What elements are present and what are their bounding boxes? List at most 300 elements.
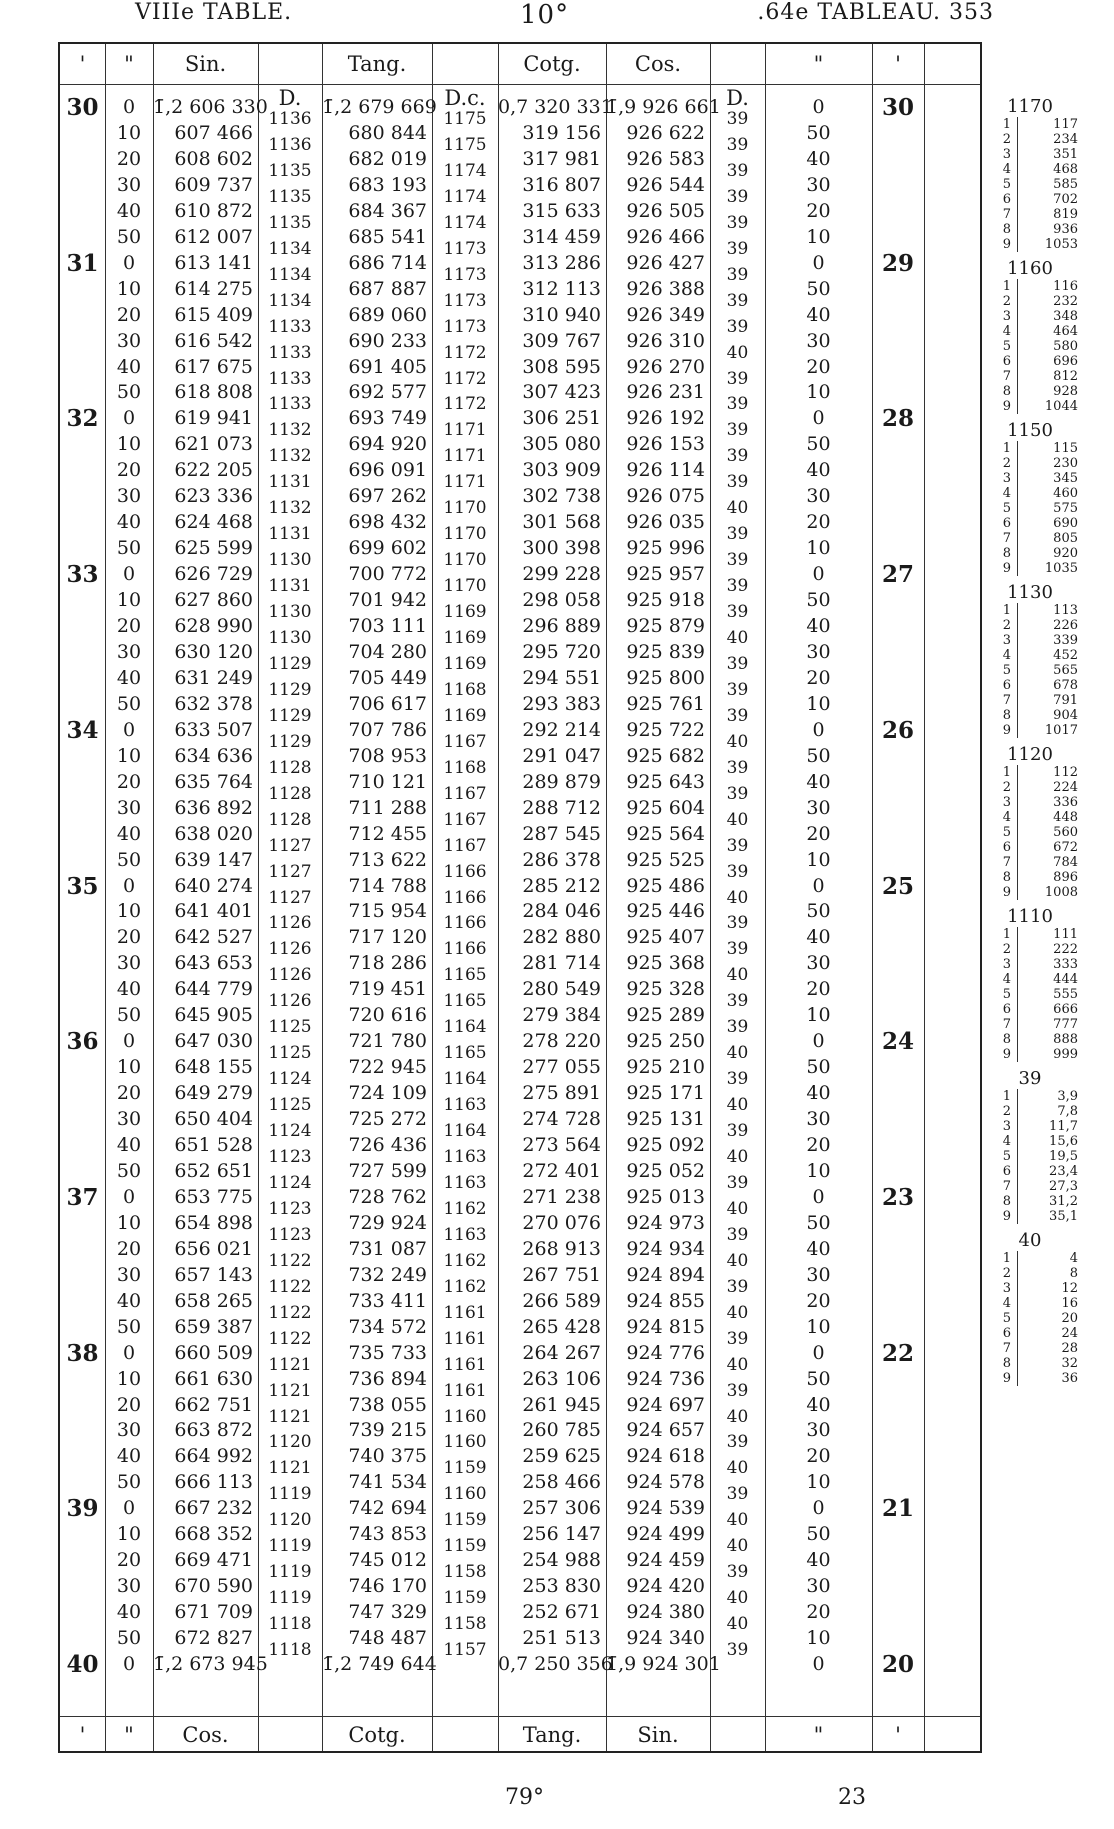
second-cell-right: 0 bbox=[812, 874, 825, 897]
table-row bbox=[60, 1082, 980, 1116]
sin-cell: 649 279 bbox=[174, 1082, 253, 1105]
page-header-right: .64e TABLEAU. 353 bbox=[757, 0, 994, 25]
minute-cell: 31 bbox=[66, 249, 99, 277]
second-cell: 20 bbox=[116, 1237, 142, 1260]
pp-value: 111 bbox=[1017, 927, 1078, 942]
cos-cell: 924 340 bbox=[626, 1627, 705, 1650]
sin-cell: 641 401 bbox=[174, 900, 253, 923]
second-cell-right: 0 bbox=[812, 718, 825, 741]
cotg-cell: 316 807 bbox=[522, 173, 601, 196]
second-cell-right: 20 bbox=[806, 355, 831, 378]
pp-row bbox=[985, 1089, 1085, 1104]
pp-value: 336 bbox=[1017, 795, 1078, 810]
pp-value: 4 bbox=[1017, 1251, 1078, 1266]
pp-multiplier: 4 bbox=[1002, 1134, 1011, 1149]
footer-page-number: 23 bbox=[838, 1785, 866, 1810]
pp-title: 1130 bbox=[1007, 582, 1053, 603]
pp-multiplier: 4 bbox=[1002, 648, 1011, 663]
minute-cell: 34 bbox=[66, 716, 99, 744]
table-row bbox=[60, 716, 980, 752]
common-diff-cell: 1169 bbox=[443, 628, 487, 648]
pp-multiplier: 5 bbox=[1002, 987, 1011, 1002]
minute-cell-right: 25 bbox=[881, 872, 914, 900]
pp-row bbox=[985, 1134, 1085, 1149]
tang-cell: 734 572 bbox=[348, 1315, 427, 1338]
common-diff-cell: 1159 bbox=[443, 1510, 487, 1531]
diff-cell-right: 40 bbox=[726, 1406, 749, 1427]
second-cell: 40 bbox=[116, 978, 142, 1001]
pp-title: 1160 bbox=[1007, 258, 1053, 279]
second-cell: 20 bbox=[116, 459, 142, 482]
table-row bbox=[60, 926, 980, 960]
tang-cell: 680 844 bbox=[348, 121, 427, 144]
diff-cell: 1119 bbox=[268, 1536, 312, 1557]
pp-multiplier: 6 bbox=[1002, 192, 1011, 207]
pp-value: 115 bbox=[1017, 441, 1078, 456]
pp-value: 27,3 bbox=[1017, 1179, 1078, 1194]
table-row bbox=[60, 1211, 980, 1245]
cos-cell: 926 622 bbox=[626, 121, 705, 144]
sin-cell: 652 651 bbox=[174, 1159, 253, 1182]
second-cell-right: 10 bbox=[806, 1627, 831, 1650]
diff-cell-right: 40 bbox=[726, 1614, 749, 1635]
pp-row bbox=[985, 765, 1085, 780]
pp-multiplier: 7 bbox=[1002, 1017, 1011, 1032]
diff-cell: 1134 bbox=[268, 264, 312, 285]
cotg-cell: 277 055 bbox=[522, 1056, 601, 1079]
second-cell-right: 40 bbox=[806, 459, 831, 482]
pp-multiplier: 2 bbox=[1002, 132, 1011, 147]
second-cell-right: 20 bbox=[806, 1289, 831, 1312]
second-cell-right: 30 bbox=[806, 329, 831, 352]
second-cell-right: 50 bbox=[806, 121, 831, 144]
diff-cell: 1126 bbox=[268, 991, 312, 1012]
tang-cell: 687 887 bbox=[348, 277, 427, 300]
cos-cell: 925 013 bbox=[626, 1185, 705, 1208]
tang-cell: 710 121 bbox=[348, 770, 427, 793]
pp-multiplier: 7 bbox=[1002, 1341, 1011, 1356]
table-row bbox=[60, 666, 980, 700]
diff-cell: 1133 bbox=[268, 342, 312, 363]
col-foot-seconds-right: " bbox=[813, 1723, 824, 1747]
diff-cell: 1131 bbox=[268, 576, 312, 597]
pp-multiplier: 9 bbox=[1002, 561, 1011, 576]
second-cell-right: 30 bbox=[806, 485, 831, 508]
pp-value: 222 bbox=[1017, 942, 1078, 957]
cos-cell: 925 407 bbox=[626, 926, 705, 949]
common-diff-cell: 1172 bbox=[443, 394, 487, 415]
diff-cell-right: 39 bbox=[726, 1484, 749, 1505]
pp-value: 936 bbox=[1017, 222, 1078, 237]
pp-multiplier: 7 bbox=[1002, 369, 1011, 384]
diff-cell: 1123 bbox=[268, 1147, 312, 1167]
cotg-cell: 253 830 bbox=[522, 1575, 601, 1598]
second-cell: 0 bbox=[122, 407, 136, 430]
second-cell-right: 50 bbox=[806, 1523, 831, 1546]
diff-cell: 1121 bbox=[268, 1354, 312, 1375]
cotg-cell: 259 625 bbox=[522, 1445, 601, 1468]
pp-multiplier: 9 bbox=[1002, 723, 1011, 738]
cos-cell: 926 075 bbox=[626, 485, 705, 508]
col-foot-seconds: " bbox=[124, 1723, 134, 1747]
common-diff-cell: 1174 bbox=[443, 212, 487, 233]
pp-multiplier: 8 bbox=[1002, 384, 1011, 399]
table-row bbox=[60, 1056, 980, 1090]
cos-cell: 925 446 bbox=[626, 900, 705, 923]
second-cell: 0 bbox=[122, 1030, 136, 1053]
pp-multiplier: 3 bbox=[1002, 471, 1011, 486]
sin-cell: 615 409 bbox=[174, 303, 253, 326]
diff-cell-right: 39 bbox=[726, 1640, 749, 1661]
tang-cell: 727 599 bbox=[348, 1159, 427, 1182]
pp-multiplier: 4 bbox=[1002, 972, 1011, 987]
pp-value: 999 bbox=[1017, 1047, 1078, 1062]
diff-cell-right: 40 bbox=[726, 1302, 749, 1323]
cos-cell: 925 722 bbox=[626, 718, 705, 741]
pp-value: 333 bbox=[1017, 957, 1078, 972]
diff-cell: 1135 bbox=[268, 160, 312, 181]
minute-cell-right: 21 bbox=[881, 1495, 914, 1523]
pp-multiplier: 8 bbox=[1002, 708, 1011, 723]
second-cell-right: 10 bbox=[806, 1159, 831, 1182]
diff-cell: 1133 bbox=[268, 316, 312, 337]
cotg-cell: 256 147 bbox=[522, 1523, 601, 1546]
pp-row bbox=[985, 840, 1085, 855]
table-row bbox=[60, 433, 980, 467]
pp-row bbox=[985, 618, 1085, 633]
diff-cell: 1125 bbox=[268, 1095, 312, 1116]
second-cell: 50 bbox=[116, 1315, 142, 1338]
diff-cell: 1123 bbox=[268, 1198, 312, 1219]
table-row bbox=[60, 1028, 980, 1064]
second-cell-right: 30 bbox=[806, 640, 831, 663]
pp-table bbox=[985, 96, 1105, 252]
diff-cell: 1121 bbox=[268, 1380, 312, 1401]
tang-cell: 697 262 bbox=[348, 485, 427, 508]
tang-cell: 733 411 bbox=[348, 1289, 427, 1312]
diff-cell: 1131 bbox=[268, 524, 312, 545]
cos-cell: 925 761 bbox=[626, 692, 705, 715]
diff-cell-right: 39 bbox=[726, 1069, 749, 1090]
proportional-parts bbox=[985, 96, 1105, 1392]
second-cell-right: 50 bbox=[806, 1211, 831, 1234]
common-diff-cell: 1160 bbox=[443, 1432, 487, 1453]
common-diff-cell: 1166 bbox=[443, 887, 487, 908]
cos-cell: 926 035 bbox=[626, 511, 705, 534]
cotg-cell: 289 879 bbox=[522, 770, 601, 793]
sin-cell: 661 630 bbox=[174, 1367, 253, 1390]
pp-row bbox=[985, 942, 1085, 957]
minute-cell: 33 bbox=[66, 561, 99, 589]
pp-row bbox=[985, 162, 1085, 177]
second-cell: 40 bbox=[116, 1134, 142, 1156]
diff-cell-right: 40 bbox=[726, 731, 749, 752]
second-cell: 10 bbox=[116, 900, 142, 923]
cos-cell: 925 643 bbox=[626, 770, 705, 793]
minute-cell: 40 bbox=[66, 1651, 99, 1678]
common-diff-cell: 1173 bbox=[443, 238, 487, 259]
pp-table bbox=[985, 906, 1105, 1062]
pp-multiplier: 5 bbox=[1002, 1149, 1011, 1164]
cos-cell: 926 310 bbox=[626, 329, 705, 352]
common-diff-cell: 1167 bbox=[443, 731, 487, 752]
second-cell: 10 bbox=[116, 121, 142, 144]
second-cell: 20 bbox=[116, 770, 142, 793]
diff-cell-right: 40 bbox=[726, 809, 749, 830]
pp-title: 1170 bbox=[1007, 96, 1053, 117]
tang-cell: 743 853 bbox=[348, 1523, 427, 1546]
second-cell: 0 bbox=[122, 1653, 136, 1675]
pp-table bbox=[985, 258, 1105, 414]
second-cell: 30 bbox=[116, 1575, 142, 1598]
sin-cell: 610 872 bbox=[174, 199, 253, 222]
diff-cell-right: 39 bbox=[726, 394, 749, 415]
pp-value: 888 bbox=[1017, 1032, 1078, 1047]
diff-cell: 1122 bbox=[268, 1276, 312, 1297]
pp-row bbox=[985, 1179, 1085, 1194]
pp-multiplier: 7 bbox=[1002, 531, 1011, 546]
second-cell-right: 50 bbox=[806, 277, 831, 300]
diff-cell: 1132 bbox=[268, 420, 312, 441]
second-cell: 30 bbox=[116, 1108, 142, 1131]
pp-value: 555 bbox=[1017, 987, 1078, 1002]
cos-cell: 924 736 bbox=[626, 1367, 705, 1390]
sin-cell: 613 141 bbox=[174, 251, 253, 274]
cos-cell: 1̄,9 924 301 bbox=[606, 1653, 721, 1675]
sin-cell: 658 265 bbox=[174, 1289, 253, 1312]
table-row bbox=[60, 173, 980, 207]
second-cell-right: 10 bbox=[806, 225, 831, 248]
pp-multiplier: 9 bbox=[1002, 1047, 1011, 1062]
pp-row bbox=[985, 354, 1085, 369]
second-cell-right: 40 bbox=[806, 770, 831, 793]
diff-cell: 1133 bbox=[268, 394, 312, 415]
cos-cell: 925 839 bbox=[626, 640, 705, 663]
tang-cell: 683 193 bbox=[348, 173, 427, 196]
pp-value: 36 bbox=[1017, 1371, 1078, 1386]
pp-row bbox=[985, 177, 1085, 192]
pp-value: 16 bbox=[1017, 1296, 1078, 1311]
pp-row bbox=[985, 1119, 1085, 1134]
tang-cell: 712 455 bbox=[348, 822, 427, 845]
pp-row bbox=[985, 1194, 1085, 1209]
table-row bbox=[60, 1575, 980, 1609]
second-cell: 30 bbox=[116, 952, 142, 975]
common-diff-cell: 1172 bbox=[443, 342, 487, 363]
diff-cell-right: 39 bbox=[726, 1562, 749, 1583]
diff-cell: 1132 bbox=[268, 498, 312, 519]
pp-value: 1053 bbox=[1017, 237, 1078, 252]
pp-row bbox=[985, 1002, 1085, 1017]
table-row bbox=[60, 692, 980, 726]
pp-row bbox=[985, 1266, 1085, 1281]
second-cell: 40 bbox=[116, 511, 142, 534]
second-cell: 40 bbox=[116, 1601, 142, 1624]
table-row bbox=[60, 1108, 980, 1142]
pp-value: 565 bbox=[1017, 663, 1078, 678]
cos-cell: 926 153 bbox=[626, 433, 705, 456]
pp-row bbox=[985, 501, 1085, 516]
pp-multiplier: 6 bbox=[1002, 1326, 1011, 1341]
cotg-cell: 308 595 bbox=[522, 355, 601, 378]
common-diff-cell: 1160 bbox=[443, 1406, 487, 1427]
second-cell-right: 30 bbox=[806, 796, 831, 819]
pp-multiplier: 4 bbox=[1002, 162, 1011, 177]
common-diff-cell: 1169 bbox=[443, 602, 487, 623]
pp-title: 1150 bbox=[1007, 420, 1053, 441]
second-cell: 50 bbox=[116, 381, 142, 404]
cotg-cell: 282 880 bbox=[522, 926, 601, 949]
col-head-cos: Cos. bbox=[634, 52, 682, 76]
diff-cell-right: 39 bbox=[726, 1224, 749, 1245]
pp-multiplier: 6 bbox=[1002, 1002, 1011, 1017]
cotg-cell: 275 891 bbox=[522, 1082, 601, 1105]
common-diff-cell: 1170 bbox=[443, 576, 487, 597]
common-diff-cell: 1162 bbox=[443, 1198, 487, 1219]
second-cell-right: 40 bbox=[806, 1549, 831, 1572]
diff-cell-right: 39 bbox=[726, 238, 749, 259]
pp-value: 666 bbox=[1017, 1002, 1078, 1017]
pp-multiplier: 9 bbox=[1002, 885, 1011, 900]
diff-cell: 1119 bbox=[268, 1562, 312, 1583]
tang-cell: 725 272 bbox=[348, 1108, 427, 1131]
pp-table bbox=[985, 744, 1105, 900]
pp-value: 23,4 bbox=[1017, 1164, 1078, 1179]
pp-value: 11,7 bbox=[1017, 1119, 1078, 1134]
minute-cell: 37 bbox=[66, 1183, 99, 1211]
table-row bbox=[60, 900, 980, 934]
pp-value: 112 bbox=[1017, 765, 1078, 780]
col-head-cotg: Cotg. bbox=[523, 52, 581, 76]
pp-multiplier: 1 bbox=[1002, 441, 1011, 456]
tang-cell: 682 019 bbox=[348, 147, 427, 170]
table-row bbox=[60, 405, 980, 441]
common-diff-cell: 1172 bbox=[443, 368, 487, 389]
table-row bbox=[60, 770, 980, 804]
pp-row bbox=[985, 339, 1085, 354]
trig-table bbox=[58, 42, 982, 1753]
second-cell: 30 bbox=[116, 1419, 142, 1442]
sin-cell: 671 709 bbox=[174, 1601, 253, 1624]
pp-value: 1008 bbox=[1017, 885, 1078, 900]
cotg-cell: 280 549 bbox=[522, 978, 601, 1001]
pp-row bbox=[985, 117, 1085, 132]
common-diff-cell: 1158 bbox=[443, 1562, 487, 1583]
pp-multiplier: 9 bbox=[1002, 399, 1011, 414]
pp-multiplier: 7 bbox=[1002, 693, 1011, 708]
pp-value: 224 bbox=[1017, 780, 1078, 795]
col-head-d: D. bbox=[278, 86, 302, 110]
sin-cell: 621 073 bbox=[174, 433, 253, 456]
col-foot-minutes: ' bbox=[79, 1723, 86, 1747]
diff-cell-right: 39 bbox=[726, 576, 749, 597]
sin-cell: 625 599 bbox=[174, 537, 253, 560]
pp-multiplier: 6 bbox=[1002, 516, 1011, 531]
table-row bbox=[60, 1653, 980, 1676]
table-row bbox=[60, 1445, 980, 1479]
pp-row bbox=[985, 648, 1085, 663]
sin-cell: 634 636 bbox=[174, 744, 253, 767]
second-cell: 10 bbox=[116, 1211, 142, 1234]
table-row bbox=[60, 147, 980, 181]
tang-cell: 722 945 bbox=[348, 1056, 427, 1079]
cos-cell: 926 544 bbox=[626, 173, 705, 196]
table-row bbox=[60, 1495, 980, 1531]
cotg-cell: 286 378 bbox=[522, 848, 601, 871]
pp-multiplier: 8 bbox=[1002, 1194, 1011, 1209]
diff-cell: 1135 bbox=[268, 212, 312, 233]
pp-row bbox=[985, 1104, 1085, 1119]
pp-multiplier: 3 bbox=[1002, 633, 1011, 648]
second-cell-right: 10 bbox=[806, 381, 831, 404]
cotg-cell: 306 251 bbox=[522, 407, 601, 430]
pp-row bbox=[985, 795, 1085, 810]
pp-row bbox=[985, 237, 1085, 252]
sin-cell: 660 509 bbox=[174, 1341, 253, 1364]
diff-cell-right: 40 bbox=[726, 1250, 749, 1271]
cos-cell: 924 973 bbox=[626, 1211, 705, 1234]
cos-cell: 926 583 bbox=[626, 147, 705, 170]
pp-multiplier: 4 bbox=[1002, 1296, 1011, 1311]
common-diff-cell: 1169 bbox=[443, 705, 487, 726]
pp-row bbox=[985, 192, 1085, 207]
pp-row bbox=[985, 369, 1085, 384]
diff-cell-right: 40 bbox=[726, 342, 749, 363]
diff-cell-right: 39 bbox=[726, 861, 749, 882]
table-row bbox=[60, 1159, 980, 1193]
cos-cell: 925 564 bbox=[626, 822, 705, 845]
diff-cell-right: 39 bbox=[726, 1432, 749, 1453]
pp-row bbox=[985, 486, 1085, 501]
tang-cell: 701 942 bbox=[348, 589, 427, 612]
sin-cell: 627 860 bbox=[174, 589, 253, 612]
second-cell-right: 10 bbox=[806, 1315, 831, 1338]
sin-cell: 642 527 bbox=[174, 926, 253, 949]
second-cell: 20 bbox=[116, 1082, 142, 1105]
pp-multiplier: 5 bbox=[1002, 663, 1011, 678]
tang-cell: 708 953 bbox=[348, 744, 427, 767]
second-cell-right: 50 bbox=[806, 900, 831, 923]
cotg-cell: 319 156 bbox=[522, 121, 601, 144]
second-cell: 30 bbox=[116, 173, 142, 196]
second-cell: 0 bbox=[122, 1185, 136, 1208]
cotg-cell: 292 214 bbox=[522, 718, 601, 741]
pp-value: 696 bbox=[1017, 354, 1078, 369]
tang-cell: 690 233 bbox=[348, 329, 427, 352]
pp-value: 702 bbox=[1017, 192, 1078, 207]
table-row bbox=[60, 1523, 980, 1557]
tang-cell: 745 012 bbox=[348, 1549, 427, 1572]
table-row bbox=[60, 277, 980, 311]
second-cell: 10 bbox=[116, 277, 142, 300]
pp-value: 3,9 bbox=[1017, 1089, 1078, 1104]
sin-cell: 654 898 bbox=[174, 1211, 253, 1234]
pp-multiplier: 5 bbox=[1002, 825, 1011, 840]
tang-cell: 691 405 bbox=[348, 355, 427, 378]
table-row bbox=[60, 872, 980, 908]
cotg-cell: 278 220 bbox=[522, 1030, 601, 1053]
pp-row bbox=[985, 1371, 1085, 1386]
pp-row bbox=[985, 825, 1085, 840]
cotg-cell: 287 545 bbox=[522, 822, 601, 845]
tang-cell: 717 120 bbox=[348, 926, 427, 949]
diff-cell-right: 39 bbox=[726, 420, 749, 441]
cotg-cell: 285 212 bbox=[522, 874, 601, 897]
second-cell: 30 bbox=[116, 1263, 142, 1286]
pp-multiplier: 1 bbox=[1002, 765, 1011, 780]
cos-cell: 1̄,9 926 661 bbox=[606, 96, 721, 118]
second-cell-right: 30 bbox=[806, 173, 831, 196]
